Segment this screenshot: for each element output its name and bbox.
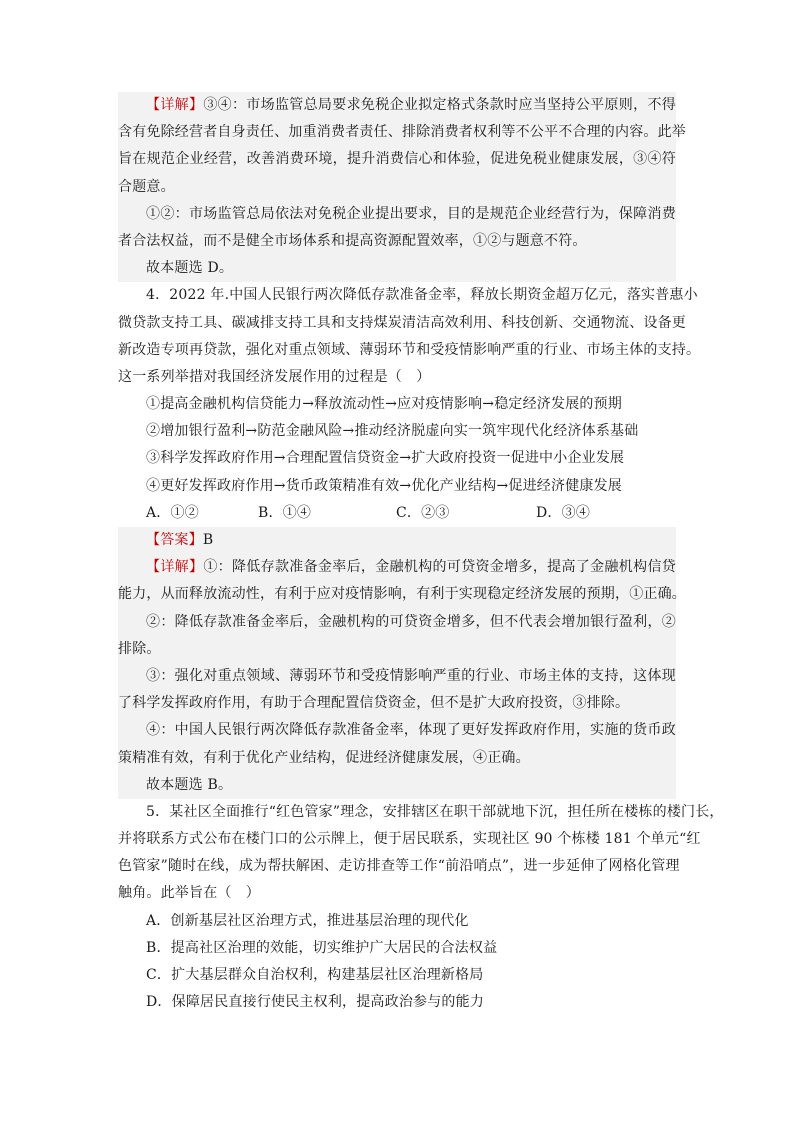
explanation-line: 【详解】①：降低存款准备金率后，金融机构的可贷资金增多，提高了金融机构信贷 (146, 559, 676, 576)
explanation-line: 【详解】③④：市场监管总局要求免税企业拟定格式条款时应当坚持公平原则，不得 (146, 97, 676, 113)
option-c: C．扩大基层群众自治权利，构建基层社区治理新格局 (146, 967, 484, 983)
choice-b: B．①④ (258, 504, 312, 521)
explanation-line: ②：降低存款准备金率后，金融机构的可贷资金增多，但不代表会增加银行盈利，② (146, 613, 676, 630)
q3-explanation (118, 92, 686, 282)
q4-answer-block (118, 527, 686, 799)
explanation-line: 策精准有效，有利于优化产业结构，促进经济健康发展，④正确。 (118, 749, 530, 766)
explanation-line: 旨在规范企业经营，改善消费环境，提升消费信心和体验，促进免税业健康发展，③④符 (118, 151, 676, 168)
choice-d: D．③④ (536, 504, 591, 521)
question-stem-line: 新改造专项再贷款，强化对重点领域、薄弱环节和受疫情影响严重的行业、市场主体的支持。 (118, 341, 701, 358)
explanation-label: 【详解】 (146, 97, 204, 113)
answer-line (118, 527, 676, 554)
explanation-label: 【详解】 (146, 559, 204, 576)
explanation-line: 排除。 (118, 640, 161, 657)
explanation-line: ①②：市场监管总局依法对免税企业提出要求，目的是规范企业经营行为，保障消费 (146, 205, 676, 222)
statement-item: ①提高金融机构信贷能力→释放流动性→应对疫情影响→稳定经济发展的预期 (146, 396, 622, 413)
question-5 (118, 799, 724, 1017)
question-stem-line: 触角。此举旨在（ ） (118, 885, 260, 902)
explanation-line: 能力，从而释放流动性，有利于应对疫情影响，有利于实现稳定经济发展的预期，①正确。 (118, 586, 686, 603)
explanation-line: 含有免除经营者自身责任、加重消费者责任、排除消费者权利等不公平不合理的内容。此举 (118, 124, 686, 141)
question-stem-line: 4．2022 年.中国人民银行两次降低存款准备金率，释放长期资金超万亿元，落实普惠小 (146, 287, 698, 304)
content-column (118, 92, 724, 1016)
question-4 (118, 282, 701, 527)
question-stem-line: 并将联系方式公布在楼门口的公示牌上，便于居民联系，实现社区 90 个栋楼 181 个单元“红 (118, 831, 701, 848)
statement-item: ③科学发挥政府作用→合理配置信贷资金→扩大政府投资一促进中小企业发展 (146, 450, 625, 467)
question-stem-line: 这一系列举措对我国经济发展作用的过程是（ ） (118, 368, 431, 385)
explanation-line: 了科学发挥政府作用，有助于合理配置信贷资金，但不是扩大政府投资，③排除。 (118, 695, 630, 712)
explanation-line: ④：中国人民银行两次降低存款准备金率，体现了更好发挥政府作用，实施的货币政 (146, 722, 676, 739)
question-stem-line: 微贷款支持工具、碳减排支持工具和支持煤炭清洁高效利用、科技创新、交通物流、设备更 (118, 314, 686, 331)
option-b: B．提高社区治理的效能，切实维护广大居民的合法权益 (146, 939, 498, 956)
statement-item: ②增加银行盈利→防范金融风险→推动经济脱虚向实一筑牢现代化经济体系基础 (146, 423, 639, 440)
explanation-line: 者合法权益，而不是健全市场体系和提高资源配置效率，①②与题意不符。 (118, 232, 587, 249)
conclusion-line: 故本题选 B。 (146, 776, 233, 793)
option-a: A．创新基层社区治理方式，推进基层治理的现代化 (146, 912, 469, 929)
statement-item: ④更好发挥政府作用→货币政策精准有效→优化产业结构→促进经济健康发展 (146, 477, 622, 494)
explanation-line: ③：强化对重点领域、薄弱环节和受疫情影响严重的行业、市场主体的支持，这体现 (146, 667, 676, 684)
answer-value: B (202, 532, 214, 548)
option-d: D．保障居民直接行使民主权利，提高政治参与的能力 (146, 994, 485, 1011)
choice-a: A．①② (146, 504, 199, 521)
question-stem-line: 5．某社区全面推行“红色管家”理念，安排辖区在职干部就地下沉，担任所在楼栋的楼门长， (146, 803, 724, 820)
explanation-line: 合题意。 (118, 178, 175, 195)
question-stem-line: 色管家”随时在线，成为帮扶解困、走访排查等工作“前沿哨点”，进一步延伸了网格化管理 (118, 858, 680, 875)
conclusion-line: 故本题选 D。 (146, 260, 234, 277)
answer-choices (118, 500, 676, 527)
choice-c: C．②③ (396, 504, 450, 521)
answer-label: 【答案】 (146, 532, 203, 548)
